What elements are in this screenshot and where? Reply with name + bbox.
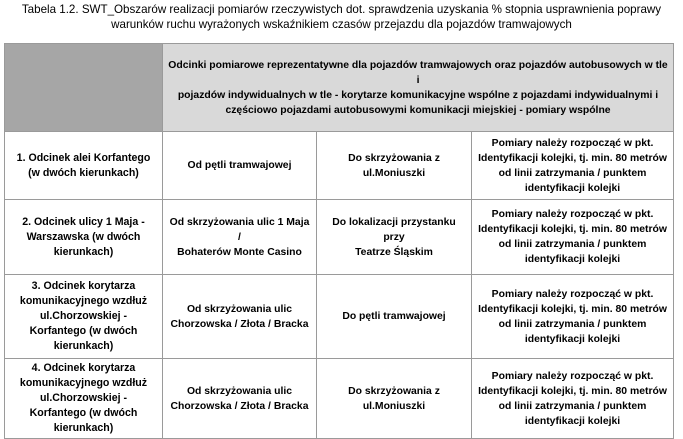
measurement-note-cell	[472, 132, 674, 200]
cell-line: identyfikacji kolejki	[524, 333, 621, 345]
cell-line: Korfantego (w dwóch	[29, 407, 138, 419]
cell-line: od linii zatrzymania / punktem	[498, 239, 647, 250]
end-point-cell	[317, 359, 472, 439]
header-line: pojazdów indywidualnych w tle - korytarze komunikacyjne wspólne z pojazdami indywidualnymi i	[177, 89, 659, 101]
cell-line: Identyfikacji kolejki, tj. min. 80 metrów	[478, 152, 667, 164]
cell-line: Identyfikacji kolejki, tj. min. 80 metrów	[478, 385, 667, 397]
segment-name-cell	[5, 275, 163, 359]
header-description-cell	[163, 44, 674, 132]
cell-line: Bohaterów Monte Casino	[177, 246, 302, 258]
cell-line: ul.Chorzowskiej -	[39, 310, 128, 322]
table-row	[5, 200, 674, 275]
cell-line: identyfikacji kolejki	[524, 415, 621, 427]
cell-line: Od skrzyżowania ulic	[186, 385, 293, 397]
header-corner-cell	[5, 44, 163, 132]
cell-line: ul.Moniuszki	[362, 167, 426, 179]
measurement-note-cell	[472, 275, 674, 359]
cell-line: kierunkach)	[53, 422, 114, 434]
end-point-cell	[317, 200, 472, 275]
table-row	[5, 359, 674, 439]
cell-line: Pomiary należy rozpocząć w pkt.	[491, 370, 654, 382]
cell-line: Do lokalizacji przystanku przy	[332, 216, 456, 243]
cell-line: Identyfikacji kolejki, tj. min. 80 metrów	[478, 224, 667, 235]
caption-line: warunków ruchu wyrażonych wskaźnikiem czasów przejazdu dla pojazdów tramwajowych	[111, 18, 572, 31]
header-row	[5, 44, 674, 132]
cell-line: 4. Odcinek korytarza	[31, 362, 136, 374]
cell-line: kierunkach)	[53, 340, 114, 352]
cell-line: 3. Odcinek korytarza	[31, 280, 136, 292]
start-point-cell	[163, 200, 317, 275]
cell-line: Do pętli tramwajowej	[342, 311, 446, 322]
segment-name-cell	[5, 132, 163, 200]
cell-line: Teatrze Śląskim	[355, 246, 433, 258]
cell-line: Chorzowska / Złota / Bracka	[170, 400, 309, 412]
header-line: częściowo pojazdami autobusowymi komunikacji miejskiej - pomiary wspólne	[225, 104, 611, 116]
cell-line: od linii zatrzymania / punktem	[498, 400, 647, 412]
end-point-cell	[317, 132, 472, 200]
table-row	[5, 132, 674, 200]
cell-line: Od pętli tramwajowej	[187, 160, 292, 171]
cell-line: komunikacyjnego wzdłuż	[19, 295, 148, 307]
start-point-cell	[163, 275, 317, 359]
header-line: Odcinki pomiarowe reprezentatywne dla pojazdów tramwajowych oraz pojazdów autobusowych w tle i	[168, 59, 668, 86]
end-point-cell	[317, 275, 472, 359]
cell-line: Do skrzyżowania z	[348, 152, 440, 164]
cell-line: 1. Odcinek alei Korfantego	[16, 151, 151, 164]
measurement-note-cell	[472, 200, 674, 275]
cell-line: Warszawska (w dwóch	[26, 230, 141, 243]
cell-line: identyfikacji kolejki	[524, 254, 621, 265]
cell-line: Chorzowska / Złota / Bracka	[170, 318, 309, 330]
cell-line: identyfikacji kolejki	[524, 182, 621, 194]
segment-name-cell	[5, 200, 163, 275]
cell-line: ul.Moniuszki	[362, 400, 426, 412]
segment-name-cell	[5, 359, 163, 439]
start-point-cell	[163, 132, 317, 200]
measurement-table	[4, 43, 674, 439]
caption-line: Tabela 1.2. SWT_Obszarów realizacji pomiarów rzeczywistych dot. sprawdzenia uzyskania % stopnia usprawnienia poprawy	[21, 3, 662, 16]
cell-line: ul.Chorzowskiej -	[39, 392, 128, 404]
cell-line: Pomiary należy rozpocząć w pkt.	[491, 209, 654, 220]
cell-line: 2. Odcinek ulicy 1 Maja -	[22, 215, 145, 228]
cell-line: od linii zatrzymania / punktem	[498, 318, 647, 330]
cell-line: komunikacyjnego wzdłuż	[19, 377, 148, 389]
measurement-note-cell	[472, 359, 674, 439]
start-point-cell	[163, 359, 317, 439]
cell-line: Korfantego (w dwóch	[29, 325, 138, 337]
cell-line: Od skrzyżowania ulic	[186, 303, 293, 315]
cell-line: (w dwóch kierunkach)	[28, 166, 139, 179]
cell-line: Od skrzyżowania ulic 1 Maja /	[169, 216, 310, 243]
cell-line: Identyfikacji kolejki, tj. min. 80 metrów	[478, 303, 667, 315]
cell-line: od linii zatrzymania / punktem	[498, 167, 647, 179]
cell-line: Pomiary należy rozpocząć w pkt.	[491, 288, 654, 300]
table-caption	[0, 2, 683, 32]
cell-line: Pomiary należy rozpocząć w pkt.	[491, 137, 654, 149]
table-row	[5, 275, 674, 359]
cell-line: kierunkach)	[53, 245, 114, 258]
cell-line: Do skrzyżowania z	[348, 385, 440, 397]
